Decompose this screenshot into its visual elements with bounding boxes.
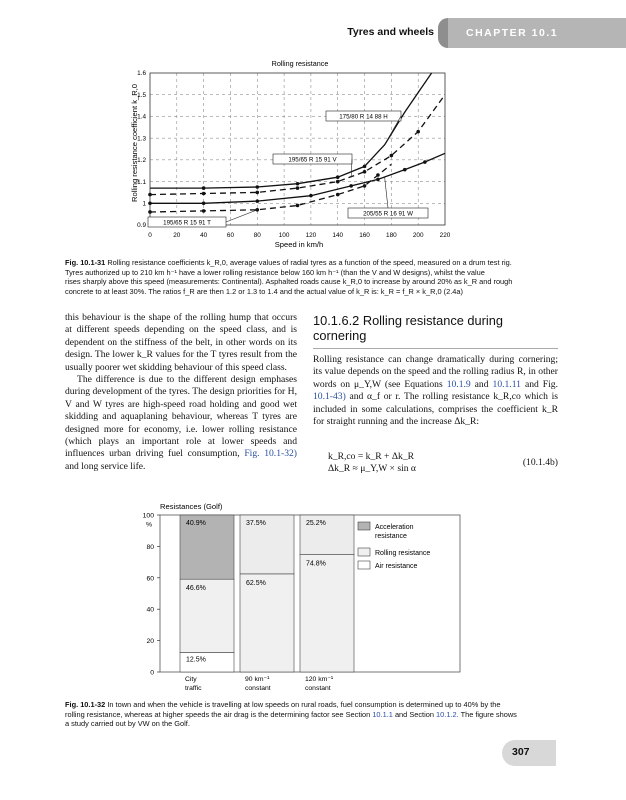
y-unit-label: % [146,521,153,529]
legend-label: Rolling resistance [375,550,431,557]
data-point [423,160,427,164]
paragraph [65,374,297,473]
series-label: 195/65 R 15 91 T [163,219,211,227]
data-point [255,185,259,189]
x-tick-label: 180 [386,232,397,239]
bar-label-acceleration: 25.2% [306,520,326,527]
legend-label: resistance [375,533,407,540]
body-text-right-column [313,354,558,428]
paragraph-text: Rolling resistance can change dramatically during cornering; its value depends on the speed and the rolling radius R, in other words on μ_Y,W (see Equations [313,354,558,390]
running-header-title: Tyres and wheels [347,26,434,38]
section-number: 10.1.6.2 [313,313,360,328]
resistances-golf-chart [0,495,626,700]
bar-rolling [300,555,354,672]
series-label: 195/65 R 15 91 V [288,156,337,164]
x-tick-label: 160 [359,232,370,239]
data-point [148,193,152,197]
paragraph: this behaviour is the shape of the rolling hump that occurs at different speeds depending on the speed class, and is dependent on the stiffness of the belt, in other words on its design. The lower k_R values for the T tyres result from the usually poorer wet skidding behaviour of this speed class. [65,312,297,373]
equation-line: k_R,co = k_R + Δk_R [328,451,415,462]
legend-swatch [358,522,370,530]
bar-rolling [240,574,294,672]
y-tick-label: 1.4 [137,113,146,121]
paragraph-text: and Fig. [524,378,558,390]
caption-line: concrete to at least 30%. The ratios f_R are then 1.2 or 1.3 to 1.4 and the actual value of k_R is: k_R = f_R × k_R,0 (2.4a) [65,286,463,296]
caption-label: Fig. 10.1-32 [65,700,106,709]
data-point [336,180,340,184]
section-divider [313,348,558,349]
bar-label-acceleration: 40.9% [186,520,206,527]
caption-text: In town and when the vehicle is travelling at low speeds on rural roads, fuel consumption is determined up to 40% by the [107,700,501,709]
data-point [363,184,367,188]
data-point [403,168,407,172]
data-point [202,201,206,205]
data-point [296,186,300,190]
x-tick-label: 140 [332,232,344,239]
y-tick-label: 1.5 [137,91,146,99]
category-label: 120 km⁻¹ [305,676,334,683]
chart-title: Resistances (Golf) [160,502,223,511]
data-point [363,170,367,174]
caption-text: The figure shows [460,709,517,719]
rolling-resistance-chart [0,0,626,260]
caption-line: rises sharply above this speed (measurements: Continental). Asphalted roads cause k_R,0 to increase by around 20% as k_R and rough [65,277,513,287]
equation-number: (10.1.4b) [522,457,558,468]
section-title-line2: cornering [313,328,367,343]
data-point [336,175,340,179]
bar-label-air: 12.5% [186,656,206,664]
x-tick-label: 40 [200,232,208,239]
y-tick-label: 60 [146,575,154,583]
data-point [336,193,340,197]
bar-label-rolling: 46.6% [186,585,206,593]
y-tick-label: 80 [146,543,154,551]
x-tick-label: 0 [148,232,152,239]
y-tick-label: 0 [150,669,154,677]
x-tick-label: 20 [173,232,181,239]
section-link[interactable]: 10.1.2. [436,709,459,719]
data-point [363,165,367,169]
category-label: 90 km⁻¹ [245,676,270,683]
data-point [148,201,152,205]
data-point [390,154,394,158]
equation-line: Δk_R ≈ μ_Y,W × sin α [328,463,416,474]
caption-line: Rolling resistance coefficients k_R,0, average values of radial tyres as a function of the speed, measured on a drum test rig. [107,258,512,267]
paragraph-text: and [474,378,489,390]
page-number: 307 [512,746,530,758]
x-tick-label: 100 [278,232,290,239]
data-point [296,182,300,186]
caption-text: a study carried out by VW on the Golf. [65,719,190,729]
x-tick-label: 220 [439,232,451,239]
y-tick-label: 100 [142,512,154,520]
caption-label: Fig. 10.1-31 [65,258,106,267]
figure-caption-10-1-32 [65,700,565,729]
equation-link[interactable]: 10.1.9 [446,378,471,390]
plot-frame [150,73,445,225]
series-line [150,73,432,188]
data-point [349,184,353,188]
paragraph-text: and α_f or r. The rolling resistance k_R,co which is included in some calculations, comprises the coefficient k_R for straight running and the increase Δk_R: [313,391,558,428]
category-label: traffic [185,685,202,692]
legend-label: Air resistance [375,563,418,570]
data-point [148,210,152,214]
data-point [255,191,259,195]
body-text-left-column [65,312,297,473]
section-heading [313,313,558,343]
x-tick-label: 200 [412,232,424,239]
data-point [255,199,259,203]
y-tick-label: 0.9 [137,222,146,230]
section-title-line1: Rolling resistance during [362,313,503,328]
figure-caption-10-1-31 [65,258,565,296]
y-tick-label: 40 [146,606,154,614]
y-tick-label: 1.2 [137,157,146,165]
data-point [309,194,313,198]
category-label: constant [305,685,331,692]
figure-link[interactable]: Fig. 10.1-32) [244,448,297,460]
data-point [202,186,206,190]
bar-label-rolling: 74.8% [306,560,326,568]
data-point [376,178,380,182]
paragraph-text: and long service life. [65,460,146,472]
series-line [150,95,445,195]
y-tick-label: 1.1 [137,178,146,186]
legend-swatch [358,548,370,556]
category-label: City [185,676,197,683]
legend-swatch [358,561,370,569]
data-point [202,209,206,213]
y-axis-label: Rolling resistance coefficient k_R,0 [130,83,139,203]
data-point [202,192,206,196]
series-label: 205/55 R 16 91 W [363,210,413,218]
data-point [296,204,300,208]
equation-link[interactable]: 10.1.11 [492,378,521,390]
caption-line: Tyres authorized up to 210 km h⁻¹ have a lower rolling resistance below 160 km h⁻¹ (than the V and W designs), whilst the value [65,267,485,277]
paragraph-text: The difference is due to the different design emphases during development of the tyres. The design priorities for H, V and W tyres are high-speed road holding and good wet skidding and aquaplaning behaviour, whereas T tyres are designed more for economy, i.e. lower rolling resistance (which plays an important role at lower speeds and influences urban driving fuel consumption, [65,374,297,460]
caption-text: and Section [394,709,434,719]
equation-block [328,451,416,475]
legend-label: Acceleration [375,524,414,531]
x-tick-label: 120 [305,232,317,239]
figure-link[interactable]: 10.1-43) [313,391,346,403]
y-tick-label: 20 [146,638,154,646]
chapter-label: CHAPTER 10.1 [448,18,626,48]
x-tick-label: 60 [226,232,235,239]
data-point [416,130,420,134]
series-label: 175/80 R 14 88 H [339,113,388,121]
category-label: constant [245,685,271,692]
section-link[interactable]: 10.1.1 [372,709,393,719]
bar-label-rolling: 62.5% [246,579,266,587]
bar-label-acceleration: 37.5% [246,520,266,527]
x-tick-label: 80 [253,232,261,239]
y-tick-label: 1.6 [137,70,146,78]
y-tick-label: 1.3 [137,135,146,143]
data-point [376,173,380,177]
y-tick-label: 1 [142,200,146,208]
x-axis-label: Speed in km/h [274,240,324,249]
caption-text: rolling resistance, whereas at higher speeds the air drag is the determining factor see Section [65,709,371,719]
chart-title: Rolling resistance [271,59,329,68]
